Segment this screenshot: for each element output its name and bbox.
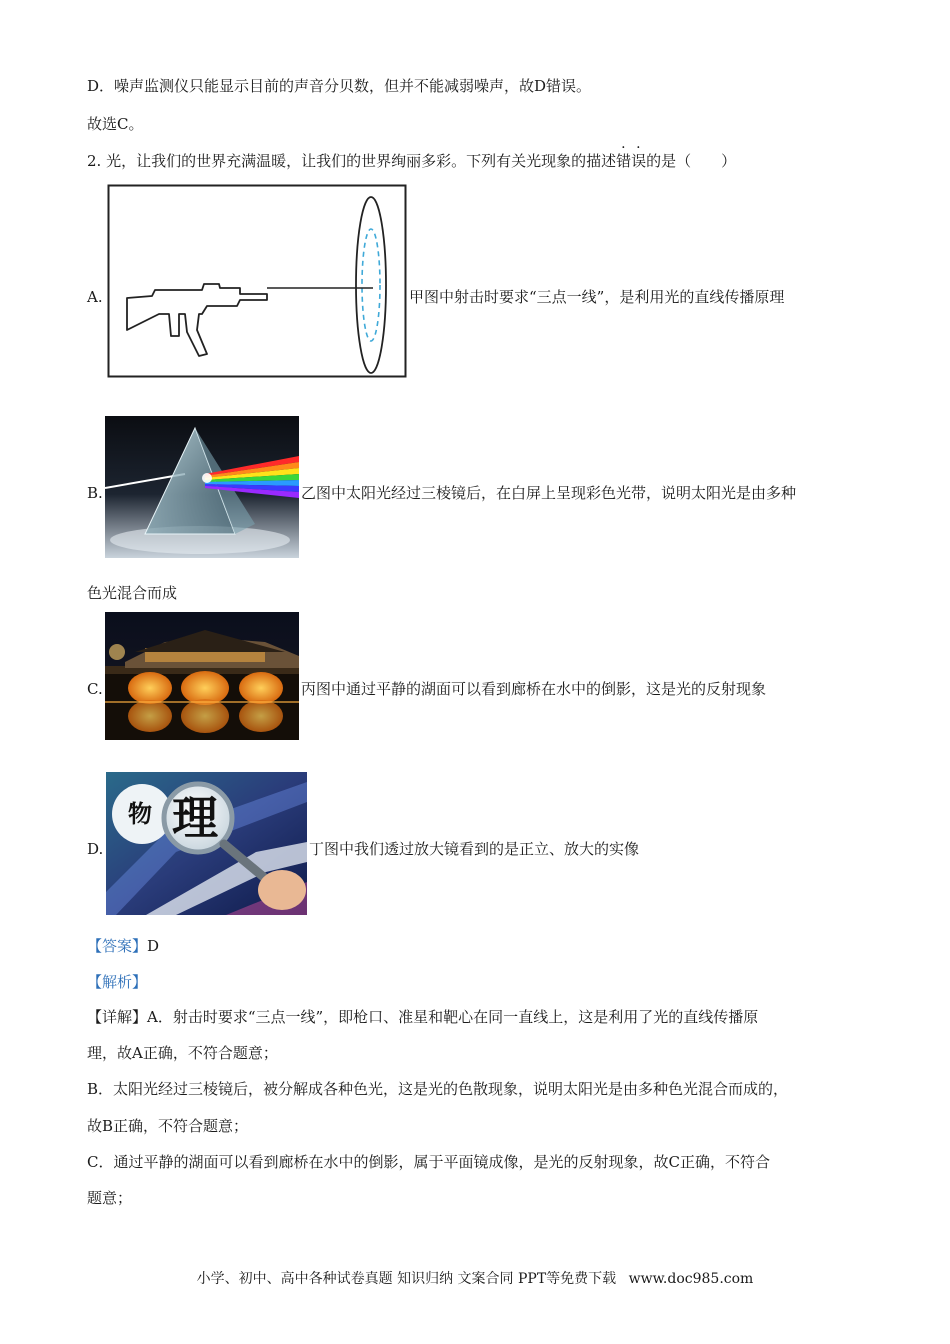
question-stem [87, 151, 860, 171]
stem-text-before: 2. 光，让我们的世界充满温暖，让我们的世界绚丽多彩。下列有关光现象的描述 [87, 152, 617, 170]
analysis-b-line2: 故B正确，不符合题意； [87, 1117, 249, 1135]
stem-emphasis-char: 错 [616, 152, 632, 170]
detail-tag: 【详解】 [87, 1008, 148, 1026]
option-b-letter: B. [87, 484, 103, 502]
analysis-c-line2: 题意； [87, 1189, 133, 1207]
answer-value: D [147, 937, 160, 955]
prev-answer-choice: 故选C。 [87, 115, 144, 133]
figure-c-bridge-reflection [105, 612, 299, 740]
footer-text: 小学、初中、高中各种试卷真题 知识归纳 文案合同 PPT等免费下载 [196, 1271, 617, 1287]
figure-b-prism-dispersion [105, 416, 299, 558]
analysis-b-line1: B．太阳光经过三棱镜后，被分解成各种色光，这是光的色散现象，说明太阳光是由多种色光混合而成的， [87, 1080, 789, 1098]
footer-url[interactable]: www.doc985.com [628, 1271, 754, 1287]
stem-emphasis-char: 误 [631, 152, 647, 170]
option-b-text: 乙图中太阳光经过三棱镜后，在白屏上呈现彩色光带，说明太阳光是由多种 [301, 484, 797, 502]
figure-a-gun-sight [107, 184, 407, 378]
analysis-c-line1: C．通过平静的湖面可以看到廊桥在水中的倒影，属于平面镜成像，是光的反射现象，故C正确，不符合 [87, 1153, 770, 1171]
option-c-letter: C. [87, 680, 103, 698]
analysis-a-line2: 理，故A正确，不符合题意； [87, 1044, 278, 1062]
analysis-tag: 【解析】 [87, 973, 148, 991]
figure-d-char-small: 物 [128, 799, 152, 828]
option-c-text: 丙图中通过平静的湖面可以看到廊桥在水中的倒影，这是光的反射现象 [301, 680, 767, 698]
answer-line [87, 936, 860, 956]
analysis-a-line1 [87, 1007, 860, 1027]
option-b-text-continued: 色光混合而成 [87, 584, 178, 602]
figure-d-magnifier [106, 772, 307, 915]
option-d-letter: D. [87, 840, 104, 858]
answer-tag: 【答案】 [87, 937, 148, 955]
option-a-text: 甲图中射击时要求“三点一线”，是利用光的直线传播原理 [409, 288, 785, 306]
analysis-a-text: A．射击时要求“三点一线”，即枪口、准星和靶心在同一直线上，这是利用了光的直线传播原 [147, 1008, 759, 1026]
page-footer [0, 1269, 950, 1289]
option-d-text: 丁图中我们透过放大镜看到的是正立、放大的实像 [309, 840, 640, 858]
figure-d-char-large: 理 [172, 791, 218, 845]
prev-answer-line-d: D．噪声监测仪只能显示目前的声音分贝数，但并不能减弱噪声，故D错误。 [87, 77, 592, 95]
option-a-letter: A. [87, 288, 103, 306]
stem-text-after: 的是（ ） [646, 152, 737, 170]
